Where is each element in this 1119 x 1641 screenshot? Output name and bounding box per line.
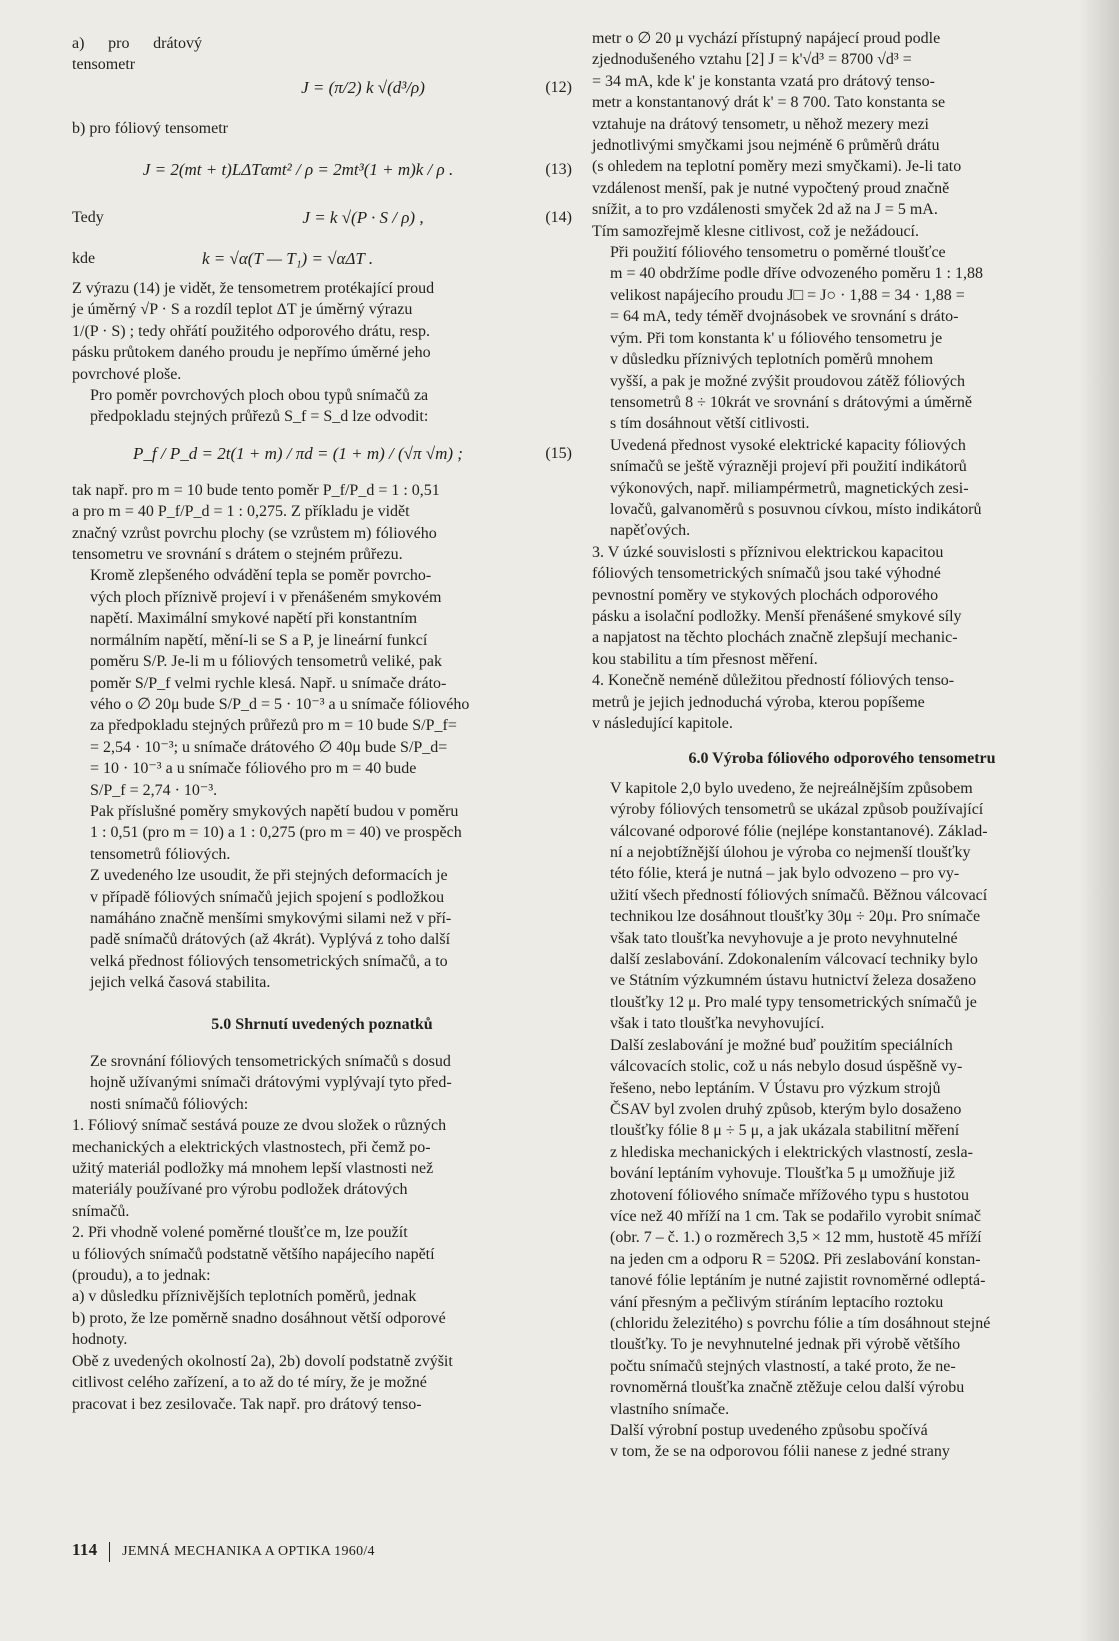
- section-heading-5: 5.0 Shrnutí uvedených poznatků: [211, 1015, 433, 1033]
- text-line: vého o ∅ 20μ bude S/P_d = 5 · 10⁻³ a u snímače fóliového: [90, 695, 470, 713]
- text-line: velikost napájecího proudu J□ = J○ · 1,88 = 34 · 1,88 =: [610, 286, 965, 304]
- text-line: materiály používané pro výrobu podložek drátových: [72, 1181, 408, 1199]
- equation-13-label: b) pro fóliový tensometr: [72, 120, 228, 138]
- text-line: v tom, že se na odporovou fólii nanese z jedné strany: [610, 1443, 950, 1461]
- list-subitem: [72, 1308, 572, 1351]
- text-line: Tím samozřejmě klesne citlivost, což je nežádoucí.: [592, 222, 919, 240]
- text-line: velká přednost fóliových tensometrických snímačů, a to: [90, 952, 448, 970]
- text-line: Při použití fóliového tensometru o poměrné tloušťce: [610, 244, 946, 262]
- text-line: 4. Konečně neméně důležitou předností fóliových tenso-: [592, 672, 955, 690]
- journal-name: JEMNÁ MECHANIKA A OPTIKA 1960/4: [122, 1544, 375, 1559]
- equation-13-label-row: [72, 114, 572, 144]
- text-line: v důsledku příznivých teplotních poměrů mnohem: [610, 351, 934, 369]
- list-subitem: a) v důsledku příznivějších teplotních poměrů, jednak: [72, 1288, 417, 1306]
- text-line: tak např. pro m = 10 bude tento poměr P_f/P_d = 1 : 0,51: [72, 481, 440, 499]
- text-line: je úměrný √P · S a rozdíl teplot ΔT je úměrný výrazu: [72, 301, 413, 319]
- text-line: (obr. 7 – č. 1.) o rozměrech 3,5 × 12 mm, hustotě 45 mříží: [610, 1229, 982, 1247]
- text-line: vlastního snímače.: [610, 1400, 730, 1418]
- equation-13-formula: J = 2(mt + t)LΔTαmt² / ρ = 2mt³(1 + m)k / ρ .: [142, 160, 454, 180]
- text-line: citlivost celého zařízení, a to až do té míry, že je možné: [72, 1374, 427, 1392]
- text-line: značný vzrůst povrchu plochy (se vzrůstem m) fóliového: [72, 524, 437, 542]
- text-line: pracovat i bez zesilovače. Tak např. pro drátový tenso-: [72, 1395, 422, 1413]
- text-line: 1/(P · S) ; tedy ohřátí použitého odporového drátu, resp.: [72, 322, 430, 340]
- text-line: pásku průtokem daného proudu je nepřímo úměrné jeho: [72, 344, 431, 362]
- equation-14-formula: J = k √(P · S / ρ) ,: [302, 208, 424, 228]
- text-line: vých ploch příznivě projeví i v přenášeném smykovém: [90, 588, 442, 606]
- text-line: ní a nejobtížnější úlohou je výroba co nejmenší tloušťky: [610, 844, 971, 862]
- text-line: poměru S/P. Je-li m u fóliových tensometrů veliké, pak: [90, 653, 442, 671]
- text-line: jejich velká časová stabilita.: [90, 974, 271, 992]
- text-line: = 34 mA, kde k' je konstanta vzatá pro drátový tenso-: [592, 72, 935, 90]
- text-line: = 10 · 10⁻³ a u snímače fóliového pro m = 40 bude: [90, 760, 417, 778]
- text-line: tloušťky 12 μ. Pro malé typy tensometrických snímačů je: [610, 993, 977, 1011]
- text-line: výkonových, např. miliampérmetrů, magnetických zesi-: [610, 479, 969, 497]
- equation-kde-label: kde: [72, 250, 96, 268]
- text-line: kou stabilitu a tím přesnost měření.: [592, 650, 818, 668]
- text-line: rovnoměrná tloušťka značně ztěžuje celou další výrobu: [610, 1379, 965, 1397]
- text-line: nosti snímačů fóliových:: [90, 1095, 249, 1113]
- paragraph: [72, 1051, 572, 1115]
- paragraph: [72, 865, 572, 993]
- text-line: Obě z uvedených okolností 2a), 2b) dovolí podstatně zvýšit: [72, 1352, 453, 1370]
- right-column: [592, 28, 1092, 1463]
- text-line: metr o ∅ 20 μ vychází přístupný napájecí proud podle: [592, 30, 941, 47]
- text-line: vyšší, a pak je možné zvýšit proudovou zátěž fóliových: [610, 372, 966, 390]
- text-line: metrů je jejich jednoduchá výroba, kterou popíšeme: [592, 693, 925, 711]
- text-line: vým. Při tom konstanta k' u fóliového tensometru je: [610, 329, 943, 347]
- equation-kde-formula: k = √α(T — T₁) = √αΔT .: [202, 249, 374, 269]
- text-line: = 2,54 · 10⁻³; u snímače drátového ∅ 40μ bude S/P_d=: [90, 738, 448, 756]
- text-line: snímačů se ještě výrazněji projeví při použití indikátorů: [610, 458, 967, 476]
- text-line: v případě fóliových snímačů jejich spojení s podložkou: [90, 888, 445, 906]
- paragraph: [592, 28, 1092, 242]
- text-line: Uvedená přednost vysoké elektrické kapacity fóliových: [610, 436, 966, 454]
- text-line: hojně užívanými snímači drátovými vyplývají tyto před-: [90, 1074, 452, 1092]
- text-line: jednotlivými smyčkami jsou nejméně 6 průměrů drátu: [592, 137, 940, 155]
- text-line: poměr S/P_f velmi rychle klesá. Např. u snímače dráto-: [90, 674, 447, 692]
- text-line: hodnoty.: [72, 1331, 128, 1349]
- text-line: napětí. Maximální smykové napětí při konstantním: [90, 610, 418, 628]
- text-line: za předpokladu stejných průřezů pro m = 10 bude S/P_f=: [90, 717, 457, 735]
- text-line: další zeslabování. Zdokonalením válcovací techniky bylo: [610, 951, 978, 969]
- text-line: technikou lze dosáhnout tloušťky 30μ ÷ 20μ. Pro snímače: [610, 908, 981, 926]
- text-line: snížit, a to pro vzdálenosti smyček 2d až na J = 5 mA.: [592, 201, 938, 219]
- text-line: a pro m = 40 P_f/P_d = 1 : 0,275. Z příkladu je vidět: [72, 503, 410, 521]
- text-line: lovačů, galvanoměrů s posuvnou cívkou, místo indikátorů: [610, 500, 982, 518]
- text-line: zhotovení fóliového snímače mřížového typu s hustotou: [610, 1186, 970, 1204]
- text-line: zjednodušeného vztahu [2] J = k'√d³ = 8700 √d³ =: [592, 51, 912, 69]
- text-line: bování leptáním vyhovuje. Tloušťka 5 μ umožňuje již: [610, 1165, 955, 1183]
- text-line: snímačů.: [72, 1202, 130, 1220]
- paragraph: [72, 385, 572, 428]
- text-line: z hlediska mechanických i elektrických vlastností, zesla-: [610, 1143, 973, 1161]
- equation-12-formula: J = (π/2) k √(d³/ρ): [301, 78, 425, 98]
- text-line: počtu snímačů stejných vlastností, a také proto, že ne-: [610, 1357, 956, 1375]
- text-line: tensometru ve srovnání s drátem o stejném průřezu.: [72, 546, 403, 564]
- paragraph: [592, 242, 1092, 435]
- text-line: (proudu), a to jednak:: [72, 1267, 211, 1285]
- text-line: však tato tloušťka nevyhovuje a je proto nevyhnutelné: [610, 929, 958, 947]
- left-column: [72, 28, 572, 1415]
- text-line: fóliových tensometrických snímačů jsou také výhodné: [592, 565, 941, 583]
- paragraph: [592, 778, 1092, 1035]
- text-line: povrchové ploše.: [72, 365, 182, 383]
- text-line: Kromě zlepšeného odvádění tepla se poměr povrcho-: [90, 567, 432, 585]
- equation-12-number: (12): [545, 79, 572, 97]
- text-line: výroby fóliových tensometrů se ukázal způsob používající: [610, 801, 984, 819]
- equation-13-row: [72, 148, 572, 192]
- text-line: padě snímačů drátových (až 4krát). Vyplývá z toho další: [90, 931, 451, 949]
- text-line: Z uvedeného lze usoudit, že při stejných deformacích je: [90, 867, 448, 885]
- text-line: řešeno, nebo leptáním. V Ústavu pro výzkum strojů: [610, 1079, 941, 1097]
- equation-15-number: (15): [545, 445, 572, 463]
- text-line: užitý materiál podložky má mnohem lepší vlastnosti než: [72, 1160, 434, 1178]
- text-line: více než 40 mříží na 1 cm. Tak se podařilo vyrobit snímač: [610, 1207, 981, 1225]
- page-footer: [72, 1540, 375, 1562]
- text-line: normálním napětí, mění-li se S a P, je lineární funkcí: [90, 631, 428, 649]
- equation-13-number: (13): [545, 161, 572, 179]
- text-line: tensometrů 8 ÷ 10krát ve srovnání s drátovými a úměrně: [610, 393, 973, 411]
- text-line: a napjatost na těchto plochách značně zlepšují mechanic-: [592, 629, 958, 647]
- text-line: pevnostní poměry ve stykových plochách odporového: [592, 586, 939, 604]
- text-line: Ze srovnání fóliových tensometrických snímačů s dosud: [90, 1053, 451, 1070]
- text-line: tanové fólie leptáním je nutné zajistit rovnoměrné odleptá-: [610, 1272, 986, 1290]
- text-line: však i tato tloušťka nevyhovující.: [610, 1015, 825, 1033]
- list-item: [72, 1222, 572, 1286]
- text-line: tloušťky. To je nevyhnutelné jednak při výrobě většího: [610, 1336, 961, 1354]
- text-line: napěťových.: [610, 522, 691, 540]
- text-line: ve Státním výzkumném ústavu hutnictví železa dosaženo: [610, 972, 977, 990]
- list-item: [72, 1115, 572, 1222]
- text-line: užití všech předností fóliových snímačů. Běžnou válcovací: [610, 886, 988, 904]
- text-line: b) proto, že lze poměrně snadno dosáhnout větší odporové: [72, 1309, 446, 1327]
- text-line: válcovacích stolic, což u nás nebylo dosud úspěšně vy-: [610, 1058, 963, 1076]
- equation-15-row: [72, 432, 572, 476]
- text-line: válcované odporové fólie (nejlépe konstantanové). Základ-: [610, 822, 988, 840]
- text-line: mechanických a elektrických vlastnostech, při čemž po-: [72, 1138, 431, 1156]
- text-line: 1 : 0,51 (pro m = 10) a 1 : 0,275 (pro m = 40) ve prospěch: [90, 824, 462, 842]
- paragraph: [72, 1351, 572, 1415]
- paragraph: [72, 480, 572, 566]
- text-line: S/P_f = 2,74 · 10⁻³.: [90, 781, 218, 799]
- text-line: vání přesným a pečlivým stíráním leptacího roztoku: [610, 1293, 944, 1311]
- text-line: = 64 mA, tedy téměř dvojnásobek ve srovnání s dráto-: [610, 308, 959, 326]
- paragraph: [72, 565, 572, 865]
- text-line: tloušťky fólie 8 μ ÷ 5 μ, a jak ukázala stabilitní měření: [610, 1122, 960, 1140]
- text-line: předpokladu stejných průřezů S_f = S_d lze odvodit:: [90, 408, 429, 426]
- text-line: 1. Fóliový snímač sestává pouze ze dvou složek o různých: [72, 1117, 447, 1135]
- footer-divider: [109, 1542, 110, 1562]
- text-line: tensometrů fóliových.: [90, 845, 231, 863]
- text-line: Pro poměr povrchových ploch obou typů snímačů za: [90, 387, 429, 405]
- equation-12-label: a) pro drátový tensometr: [72, 34, 202, 73]
- text-line: 2. Při vhodně volené poměrné tloušťce m, lze použít: [72, 1224, 408, 1242]
- list-item: [592, 670, 1092, 734]
- section-heading-6: 6.0 Výroba fóliového odporového tensometru: [688, 750, 996, 768]
- text-line: namáháno značně menšími smykovými silami než v pří-: [90, 909, 452, 927]
- text-line: této fólie, která je nutná – jak bylo odvozeno – pro vy-: [610, 865, 960, 883]
- text-line: vzdálenost menší, pak je nutné vypočtený proud značně: [592, 179, 950, 197]
- text-line: 3. V úzké souvislosti s příznivou elektrickou kapacitou: [592, 543, 944, 561]
- text-line: na jeden cm a odporu R = 520Ω. Při zeslabování konstan-: [610, 1250, 981, 1268]
- text-line: V kapitole 2,0 bylo uvedeno, že nejreálnějším způsobem: [610, 779, 973, 797]
- text-line: m = 40 obdržíme podle dříve odvozeného poměru 1 : 1,88: [610, 265, 983, 283]
- equation-15-formula: P_f / P_d = 2t(1 + m) / πd = (1 + m) / (√π √m) ;: [133, 444, 463, 464]
- text-line: Pak příslušné poměry smykových napětí budou v poměru: [90, 802, 459, 820]
- paragraph: [592, 1035, 1092, 1420]
- text-line: Další zeslabování je možné buď použitím speciálních: [610, 1036, 953, 1054]
- text-line: (s ohledem na teplotní poměry mezi smyčkami). Je-li tato: [592, 158, 962, 176]
- text-line: (chloridu železitého) s povrchu fólie a tím dosáhnout stejné: [610, 1314, 991, 1332]
- list-item: [592, 542, 1092, 670]
- page-number: 114: [72, 1540, 98, 1559]
- text-line: u fóliových snímačů podstatně většího napájecího napětí: [72, 1245, 435, 1263]
- text-line: pásku a isolační podložky. Menší přenášené smykové síly: [592, 607, 962, 625]
- equation-14-label: Tedy: [72, 209, 104, 227]
- text-line: v následující kapitole.: [592, 715, 733, 732]
- text-line: metr a konstantanový drát k' = 8 700. Tato konstanta se: [592, 94, 946, 112]
- text-line: vztahuje na drátový tensometr, u něhož mezery mezi: [592, 115, 929, 133]
- equation-14-number: (14): [545, 209, 572, 227]
- paragraph: [72, 278, 572, 385]
- paragraph: [592, 435, 1092, 542]
- text-line: Z výrazu (14) je vidět, že tensometrem protékající proud: [72, 280, 435, 297]
- paragraph: [592, 1420, 1092, 1463]
- text-line: Další výrobní postup uvedeného způsobu spočívá: [610, 1422, 928, 1439]
- equation-kde-row: [72, 244, 572, 274]
- text-line: ČSAV byl zvolen druhý způsob, kterým bylo dosaženo: [610, 1100, 962, 1118]
- equation-14-row: [72, 196, 572, 240]
- text-line: s tím dosáhnout větší citlivosti.: [610, 415, 810, 433]
